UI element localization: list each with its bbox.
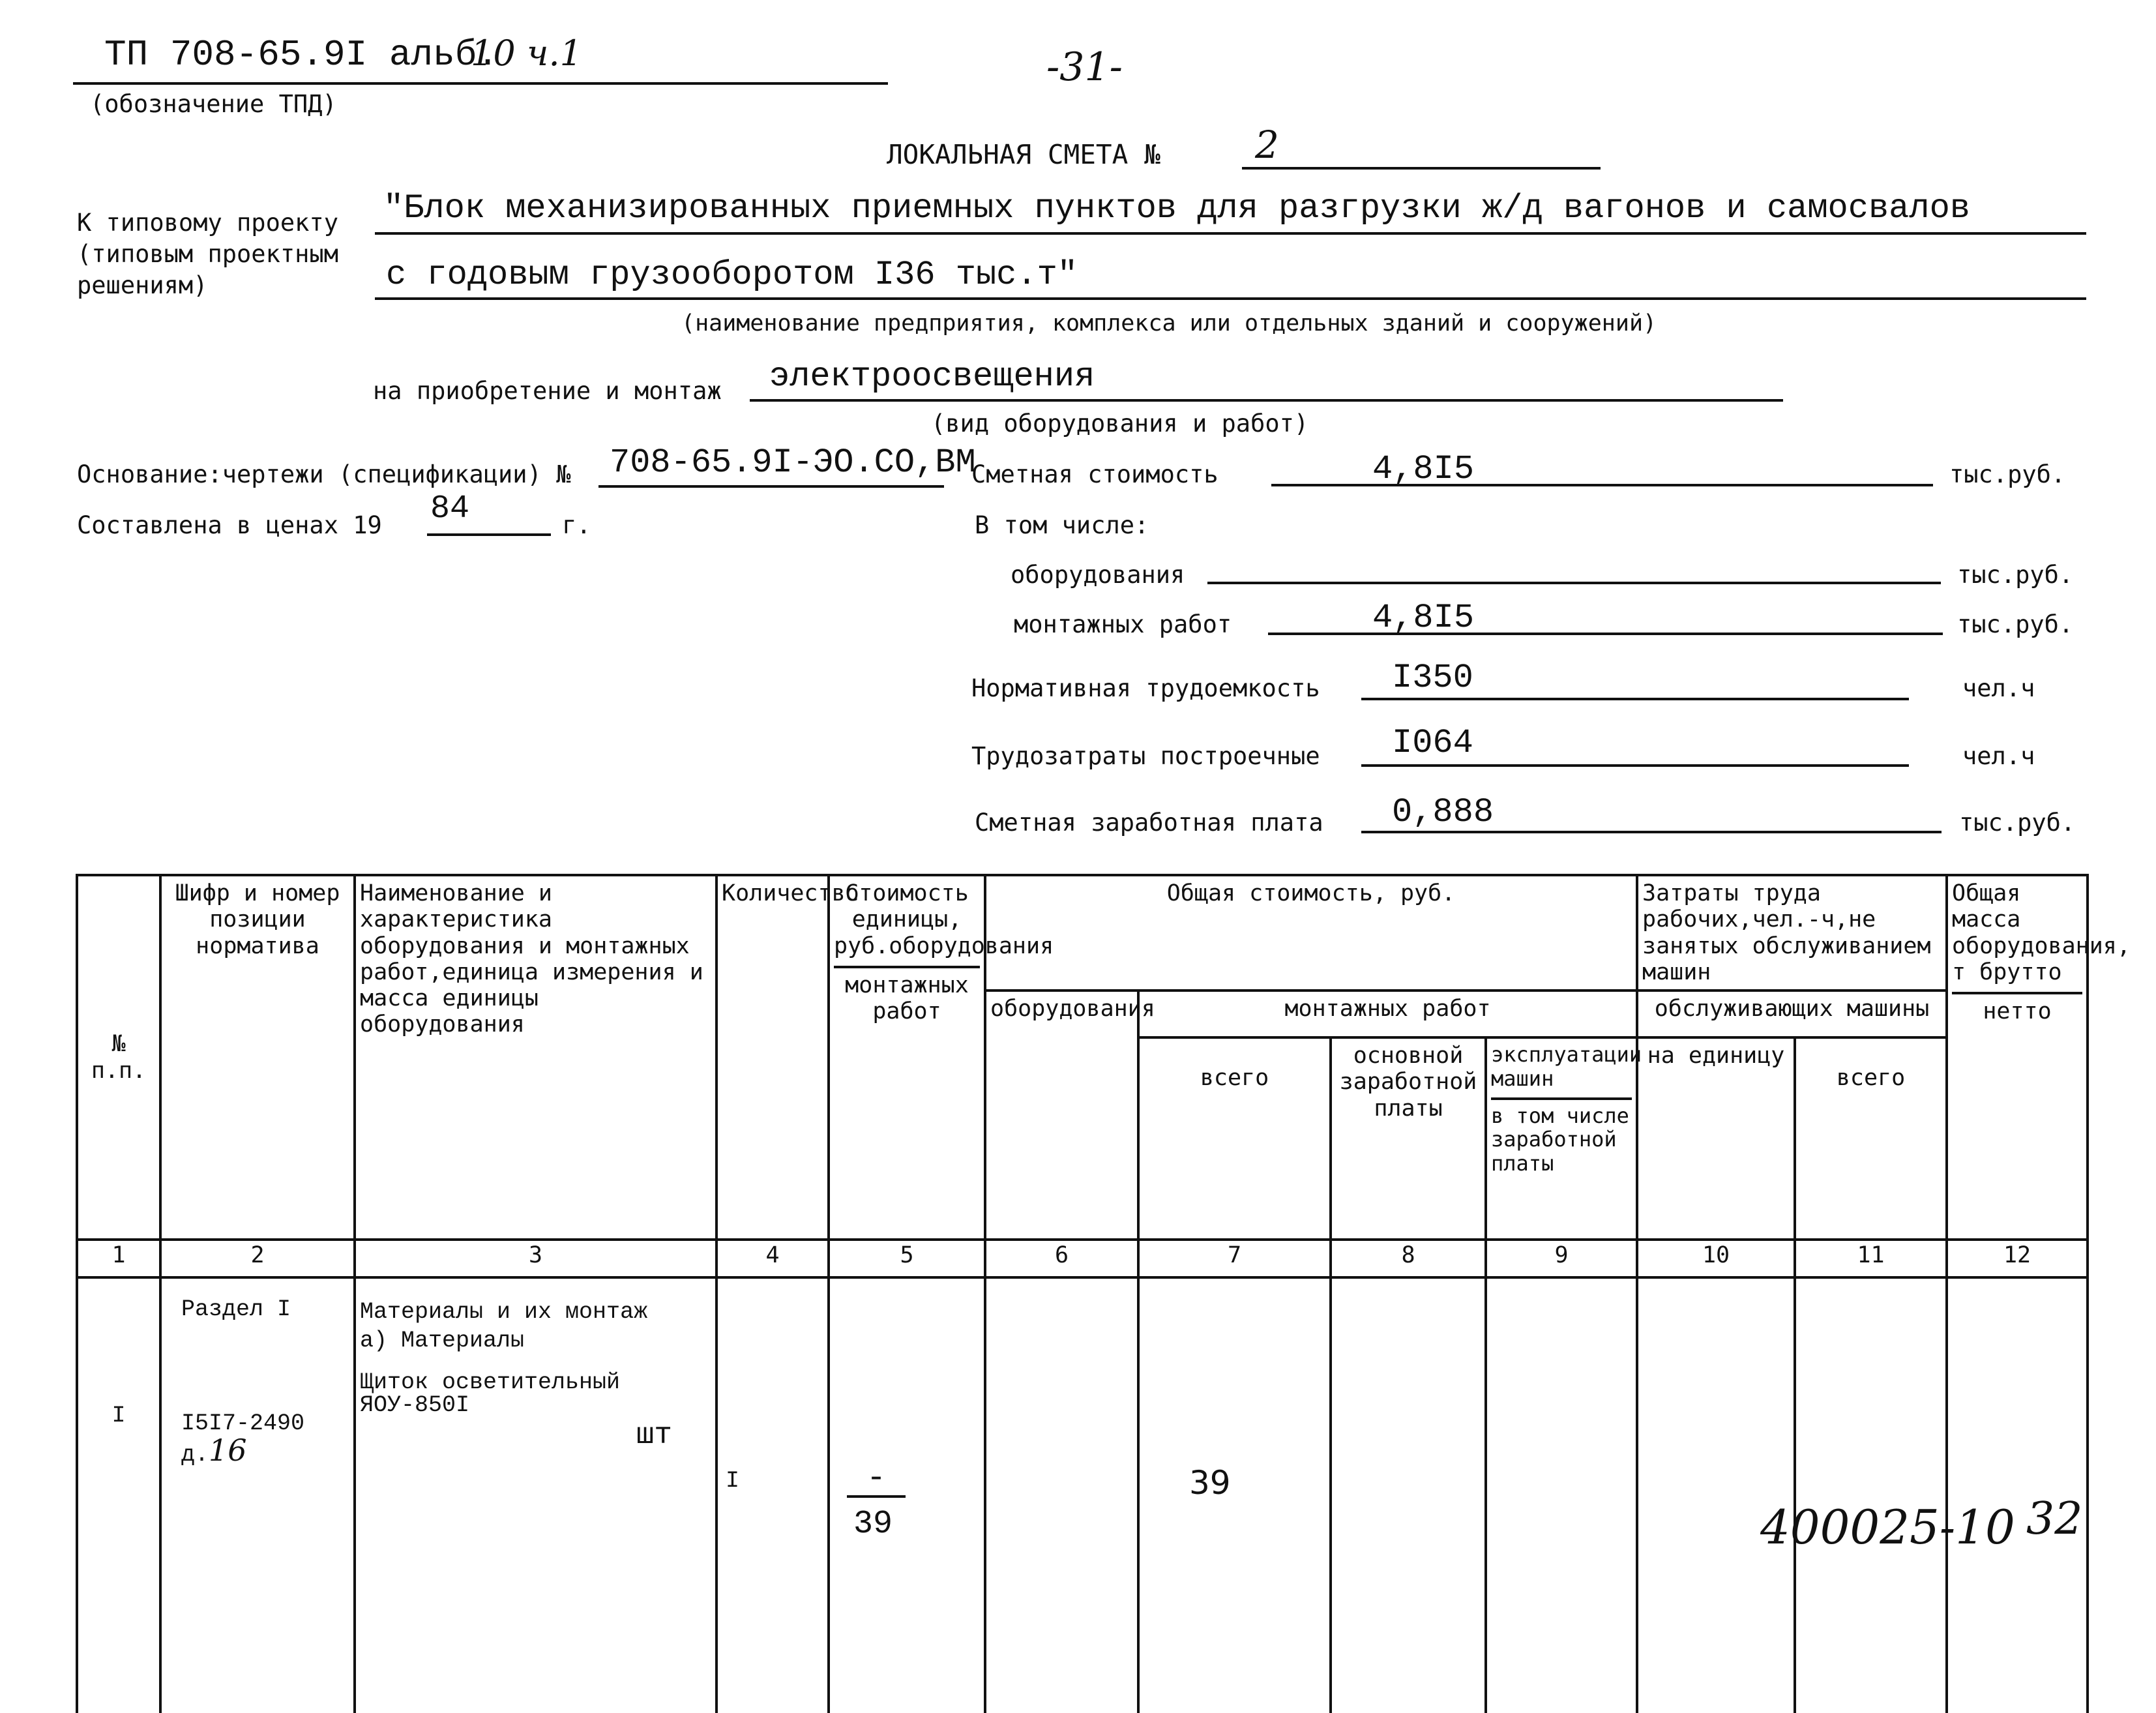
col-number: 10 xyxy=(1637,1240,1795,1277)
col-number: 6 xyxy=(985,1240,1138,1277)
cost-value: 4,8I5 xyxy=(1372,450,1475,488)
project-name-line1: "Блок механизированных приемных пунктов для разгрузки ж/д вагонов и самосвалов xyxy=(383,189,1970,228)
project-line2-underline xyxy=(375,297,2086,300)
row-machine xyxy=(1486,1277,1637,1713)
row-name-cell xyxy=(355,1277,716,1713)
row-equipment xyxy=(985,1277,1138,1713)
estimate-number: 2 xyxy=(1255,123,1279,167)
estimate-table xyxy=(76,874,2131,1713)
header-labor: Затраты труда рабочих,чел.-ч,не занятых обслуживанием машин xyxy=(1637,875,1947,991)
row-labor-total xyxy=(1795,1277,1947,1713)
including-label: В том числе: xyxy=(975,511,1149,539)
col-number: 5 xyxy=(829,1240,985,1277)
project-line1-underline xyxy=(375,232,2086,235)
wage-label: Сметная заработная плата xyxy=(975,809,1323,837)
project-caption: (наименование предприятия, комплекса или отдельных зданий и сооружений) xyxy=(681,310,1657,336)
labor-site-underline xyxy=(1361,764,1909,767)
sheet-number: 32 xyxy=(2026,1493,2083,1545)
header-installation: монтажных работ xyxy=(1138,991,1637,1037)
labor-site-label: Трудозатраты построечные xyxy=(971,742,1320,770)
header-name: Наименование и характеристика оборудования и монтажных работ,единица измерения и масса единицы оборудования xyxy=(355,875,716,1240)
header-labor-total: всего xyxy=(1795,1037,1947,1240)
col-number: 3 xyxy=(355,1240,716,1277)
header-labor-machines: обслуживающих машины xyxy=(1637,991,1947,1037)
basis-label: Основание:чертежи (спецификации) № xyxy=(77,460,571,488)
section-title: Материалы и их монтаж xyxy=(360,1299,648,1325)
equipment-unit: тыс.руб. xyxy=(1957,561,2074,589)
section-label: Раздел I xyxy=(181,1296,291,1322)
header-unit-cost-top: Стоимость единицы, руб.оборудования xyxy=(834,880,1054,959)
purpose-value: электроосвещения xyxy=(769,357,1095,396)
labor-site-value: I064 xyxy=(1392,724,1473,762)
row-unit-cost-bottom: 39 xyxy=(853,1506,893,1543)
header-equipment: оборудования xyxy=(985,991,1138,1240)
purpose-underline xyxy=(750,399,1783,402)
installation-underline xyxy=(1268,633,1943,635)
labor-norm-underline xyxy=(1361,698,1909,700)
labor-norm-unit: чел.ч xyxy=(1962,674,2035,702)
designation-caption: (обозначение ТПД) xyxy=(90,90,337,118)
page-number: -31- xyxy=(1046,44,1123,90)
header-mass-bottom: нетто xyxy=(1983,998,2052,1024)
row-basic-wage xyxy=(1331,1277,1486,1713)
doc-code-handwritten: 10 ч.1 xyxy=(471,33,582,74)
header-mass-top: Общая масса оборудования, т брутто xyxy=(1952,880,2131,985)
designation-underline xyxy=(73,82,888,85)
row-code-handwritten: 16 xyxy=(209,1433,247,1468)
col-number: 1 xyxy=(77,1240,160,1277)
header-num: № п.п. xyxy=(77,875,160,1240)
row-unit-cost-top: - xyxy=(847,1463,906,1498)
row-labor-unit xyxy=(1637,1277,1795,1713)
header-code: Шифр и номер позиции норматива xyxy=(160,875,355,1240)
row-total: 39 xyxy=(1138,1277,1331,1713)
wage-value: 0,888 xyxy=(1392,793,1494,831)
wage-underline xyxy=(1361,831,1942,833)
header-unit-cost-bottom: монтажных работ xyxy=(845,972,969,1024)
prices-year: 84 xyxy=(430,490,470,528)
project-label: К типовому проекту (типовым проектным решениям) xyxy=(77,209,338,300)
header-mass xyxy=(1947,875,2131,1240)
header-total-cost: Общая стоимость, руб. xyxy=(985,875,1637,991)
estimate-title: ЛОКАЛЬНАЯ СМЕТА № xyxy=(887,139,1160,170)
header-machine-bottom: в том числе заработной платы xyxy=(1491,1103,1629,1176)
header-machine-top: эксплуатации машин xyxy=(1491,1042,1642,1091)
equipment-label: оборудования xyxy=(1011,561,1185,589)
doc-code: ТП 708-65.9I альб. xyxy=(104,34,499,76)
installation-label: монтажных работ xyxy=(1014,610,1232,638)
cost-unit: тыс.руб. xyxy=(1949,460,2066,488)
estimate-number-underline xyxy=(1242,167,1601,170)
row-qty: I xyxy=(716,1277,829,1713)
labor-norm-value: I350 xyxy=(1392,659,1473,697)
labor-norm-label: Нормативная трудоемкость xyxy=(971,674,1320,702)
col-number: 11 xyxy=(1795,1240,1947,1277)
stamp-number: 400025-10 xyxy=(1760,1500,2015,1555)
table-row xyxy=(77,1277,2088,1713)
col-number: 7 xyxy=(1138,1240,1331,1277)
col-number: 8 xyxy=(1331,1240,1486,1277)
cost-underline xyxy=(1271,484,1933,486)
col-number: 12 xyxy=(1947,1240,2088,1277)
header-machine xyxy=(1486,1037,1642,1240)
purpose-caption: (вид оборудования и работ) xyxy=(931,410,1309,438)
header-qty: Количество xyxy=(716,875,829,1240)
header-total: всего xyxy=(1138,1037,1331,1240)
row-unit-cost xyxy=(829,1277,985,1713)
cost-label: Сметная стоимость xyxy=(971,460,1218,488)
basis-value: 708-65.9I-ЭО.СО,ВМ xyxy=(610,443,976,482)
prices-label: Составлена в ценах 19 xyxy=(77,511,382,539)
prices-suffix: г. xyxy=(562,511,591,539)
header-unit-cost xyxy=(829,875,1054,1240)
labor-site-unit: чел.ч xyxy=(1962,742,2035,770)
subsection-title: а) Материалы xyxy=(360,1327,525,1354)
equipment-underline xyxy=(1207,582,1941,584)
col-number: 9 xyxy=(1486,1240,1637,1277)
header-labor-unit: на единицу xyxy=(1637,1037,1795,1240)
purpose-label: на приобретение и монтаж xyxy=(373,377,722,405)
basis-underline xyxy=(598,485,944,488)
prices-year-underline xyxy=(427,533,551,536)
col-number: 2 xyxy=(160,1240,355,1277)
wage-unit: тыс.руб. xyxy=(1959,809,2076,837)
project-name-line2: с годовым грузооборотом I36 тыс.т" xyxy=(386,256,1078,294)
row-code-cell xyxy=(160,1277,355,1713)
installation-value: 4,8I5 xyxy=(1372,599,1475,637)
row-name: Щиток осветительный ЯОУ-850I xyxy=(360,1369,621,1418)
row-code: I5I7-2490 д. xyxy=(181,1410,305,1468)
col-number: 4 xyxy=(716,1240,829,1277)
row-unit: шт xyxy=(636,1418,672,1452)
header-basic-wage: основной заработной платы xyxy=(1331,1037,1486,1240)
installation-unit: тыс.руб. xyxy=(1957,610,2074,638)
row-num: I xyxy=(77,1277,160,1713)
